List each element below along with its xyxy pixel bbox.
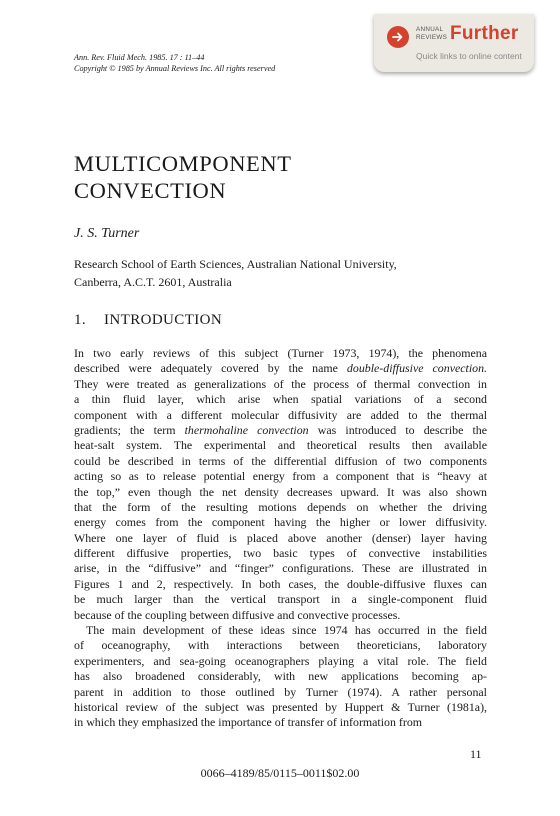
section-heading: [74, 312, 222, 329]
page-number: 11: [470, 747, 482, 761]
body-text: [74, 346, 487, 731]
body-line: energy comes from the component having the higher or lower diffusivity.: [74, 515, 487, 530]
body-line: the top,” even though the net density decreases upward. It was also shown: [74, 484, 487, 499]
article-code: 0066–4189/85/0115–0011$02.00: [200, 766, 360, 780]
body-line: arise, in the “diffusive” and “finger” configurations. These are illustrated in: [74, 561, 487, 576]
body-line: Where one layer of fluid is placed above another (denser) layer having: [74, 530, 487, 545]
journal-citation: [74, 52, 275, 74]
body-line: component with a different molecular diffusivity are added to the thermal: [74, 407, 487, 422]
body-line: in which they emphasized the importance of transfer of information from: [74, 715, 423, 730]
body-line: parent in addition to those outlined by Turner (1974). A rather personal: [74, 684, 487, 699]
author-affiliation: [74, 255, 494, 291]
title-line: MULTICOMPONENT: [74, 151, 292, 176]
copyright-line: Copyright © 1985 by Annual Reviews Inc. All rights reserved: [74, 64, 276, 73]
body-line: different diffusive properties, two basic types of convective instabilities: [74, 546, 487, 561]
body-line: Figures 1 and 2, respectively. In both cases, the double-diffusive fluxes can: [74, 576, 487, 591]
further-label: Further: [450, 23, 519, 44]
body-line: experimenters, and sea-going oceanographers playing a vital role. The field: [74, 653, 487, 668]
body-line: heat-salt system. The experimental and theoretical results then available: [74, 438, 487, 453]
body-line: They were treated as generalizations of the process of thermal convection in: [74, 376, 487, 391]
body-line: acting so as to release potential energy from a component that is “heavy at: [74, 469, 487, 484]
body-line: that the form of the resulting motions depends on whether the driving: [74, 499, 487, 514]
title-line: CONVECTION: [74, 178, 227, 203]
logo-line-annual: ANNUAL: [416, 26, 444, 33]
citation-line: Ann. Rev. Fluid Mech. 1985. 17 : 11–44: [74, 53, 205, 62]
section-number: 1.: [74, 312, 87, 328]
body-line: described were adequately covered by the name double-diffusive convection.: [74, 361, 487, 376]
further-subtitle: Quick links to online content: [416, 51, 522, 61]
body-line: The main development of these ideas since 1974 has occurred in the field: [86, 623, 487, 638]
affiliation-line: Research School of Earth Sciences, Australian National University,: [74, 257, 397, 271]
author-name: J. S. Turner: [74, 226, 140, 241]
further-links-badge[interactable]: [374, 14, 534, 72]
body-line: could be described in terms of the differential diffusion of two components: [74, 453, 487, 468]
body-line: In two early reviews of this subject (Turner 1973, 1974), the phenomena: [74, 346, 487, 360]
body-line: gradients; the term thermohaline convection was introduced to describe the: [74, 422, 488, 437]
body-line: be much larger than the vertical transport in a single-component fluid: [74, 592, 487, 607]
body-line: because of the coupling between diffusive and convective processes.: [74, 607, 401, 622]
arrow-right-icon: [387, 26, 409, 48]
italic-term: thermohaline convection: [184, 422, 309, 437]
italic-term: double-diffusive convection.: [346, 361, 487, 376]
body-line: has also broadened considerably, with new applications becoming ap-: [74, 669, 487, 684]
logo-line-reviews: REVIEWS: [416, 33, 448, 41]
annual-reviews-logo-text: [416, 26, 447, 41]
body-line: historical review of the subject was presented by Huppert & Turner (1981a),: [74, 699, 487, 714]
body-line: a thin fluid layer, which arise when spatial variations of a second: [74, 392, 487, 407]
affiliation-line: Canberra, A.C.T. 2601, Australia: [74, 275, 232, 289]
section-title: INTRODUCTION: [104, 312, 223, 328]
body-line: of oceanography, with interactions between theoreticians, laboratory: [74, 638, 487, 653]
article-title: [74, 150, 292, 204]
